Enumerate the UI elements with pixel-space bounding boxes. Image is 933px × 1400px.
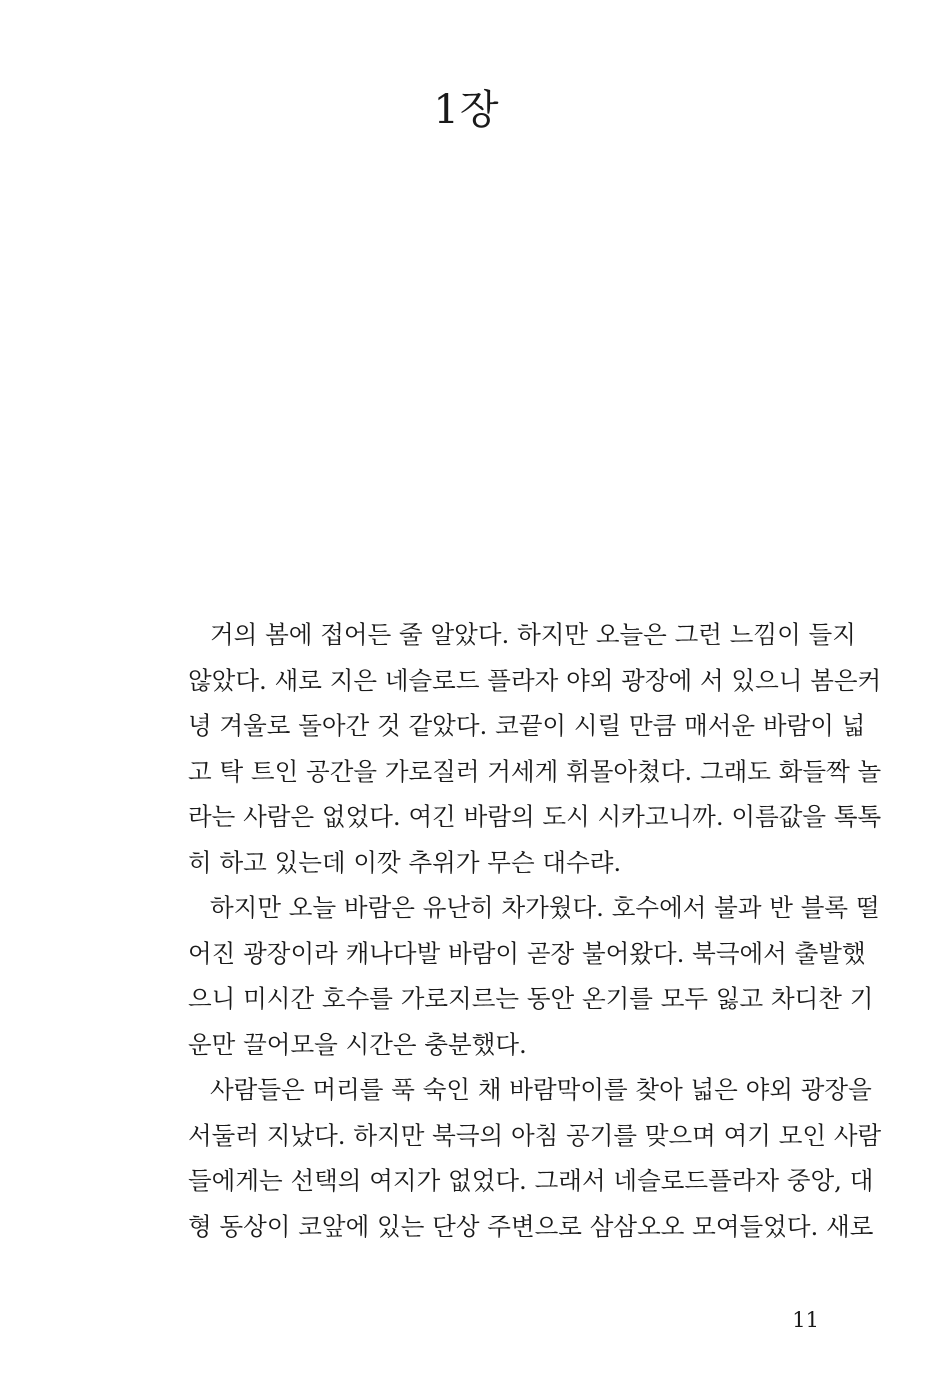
text-line: 들에게는 선택의 여지가 없었다. 그래서 네슬로드플라자 중앙, 대	[188, 1166, 874, 1195]
text-line: 않았다. 새로 지은 네슬로드 플라자 야외 광장에 서 있으니 봄은커	[188, 665, 882, 695]
text-line: 으니 미시간 호수를 가로지르는 동안 온기를 모두 잃고 차디찬 기	[188, 984, 874, 1013]
text-line: 고 탁 트인 공간을 가로질러 거세게 휘몰아쳤다. 그래도 화들짝 놀	[188, 756, 882, 786]
text-line: 녕 겨울로 돌아간 것 같았다. 코끝이 시릴 만큼 매서운 바람이 넓	[188, 711, 866, 740]
text-line: 히 하고 있는데 이깟 추위가 무슨 대수랴.	[188, 847, 622, 877]
text-line: 운만 끌어모을 시간은 충분했다.	[188, 1029, 527, 1059]
text-line: 라는 사람은 없었다. 여긴 바람의 도시 시카고니까. 이름값을 톡톡	[188, 802, 882, 831]
chapter-title: 1장	[433, 87, 500, 133]
text-line: 하지만 오늘 바람은 유난히 차가웠다. 호수에서 불과 반 블록 떨	[210, 893, 880, 922]
page-number: 11	[792, 1308, 819, 1332]
paragraph	[188, 1067, 882, 1249]
text-line: 형 동상이 코앞에 있는 단상 주변으로 삼삼오오 모여들었다. 새로	[188, 1211, 874, 1241]
text-line: 거의 봄에 접어든 줄 알았다. 하지만 오늘은 그런 느낌이 들지	[210, 620, 856, 649]
paragraph	[188, 885, 880, 1067]
text-line: 어진 광장이라 캐나다발 바람이 곧장 불어왔다. 북극에서 출발했	[188, 938, 866, 968]
text-line: 서둘러 지났다. 하지만 북극의 아침 공기를 맞으며 여기 모인 사람	[188, 1120, 882, 1150]
body-text	[188, 612, 882, 1249]
text-line: 사람들은 머리를 푹 숙인 채 바람막이를 찾아 넓은 야외 광장을	[210, 1075, 872, 1104]
paragraph	[188, 612, 882, 885]
